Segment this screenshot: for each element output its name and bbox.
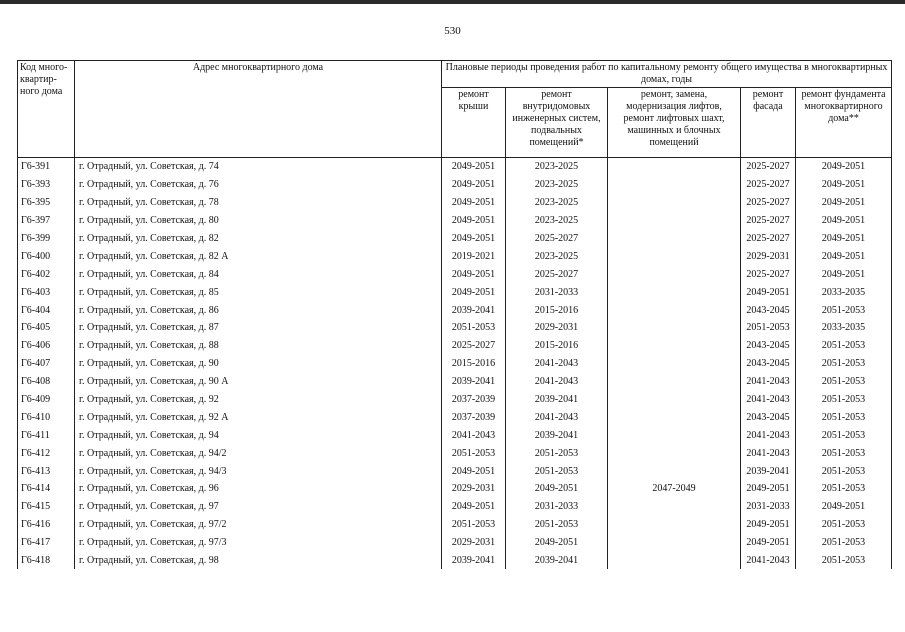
- cell-lifts: [608, 319, 741, 337]
- table-row: [18, 212, 892, 230]
- header-systems: ремонт внутридомовых инженерных систем, подвальных помещений*: [506, 88, 608, 158]
- cell-lifts: [608, 194, 741, 212]
- cell-address: г. Отрадный, ул. Советская, д. 94/3: [75, 462, 442, 480]
- cell-address: г. Отрадный, ул. Советская, д. 98: [75, 552, 442, 570]
- cell-lifts: [608, 337, 741, 355]
- cell-facade: 2041-2043: [741, 391, 796, 409]
- cell-facade: 2025-2027: [741, 158, 796, 176]
- cell-roof: 2029-2031: [442, 534, 506, 552]
- table-row: [18, 265, 892, 283]
- cell-roof: 2049-2051: [442, 230, 506, 248]
- cell-facade: 2029-2031: [741, 247, 796, 265]
- cell-lifts: [608, 301, 741, 319]
- table-row: [18, 516, 892, 534]
- cell-facade: 2049-2051: [741, 480, 796, 498]
- cell-systems: 2039-2041: [506, 391, 608, 409]
- cell-systems: 2051-2053: [506, 444, 608, 462]
- cell-code: Г6-415: [18, 498, 75, 516]
- cell-systems: 2051-2053: [506, 516, 608, 534]
- cell-foundation: 2051-2053: [796, 337, 892, 355]
- cell-roof: 2039-2041: [442, 552, 506, 570]
- cell-systems: 2025-2027: [506, 265, 608, 283]
- cell-address: г. Отрадный, ул. Советская, д. 97/3: [75, 534, 442, 552]
- cell-lifts: [608, 355, 741, 373]
- cell-lifts: [608, 283, 741, 301]
- cell-code: Г6-414: [18, 480, 75, 498]
- cell-systems: 2015-2016: [506, 337, 608, 355]
- cell-facade: 2025-2027: [741, 194, 796, 212]
- cell-code: Г6-400: [18, 247, 75, 265]
- table-row: [18, 462, 892, 480]
- cell-address: г. Отрадный, ул. Советская, д. 86: [75, 301, 442, 319]
- cell-systems: 2029-2031: [506, 319, 608, 337]
- cell-systems: 2049-2051: [506, 480, 608, 498]
- cell-roof: 2039-2041: [442, 301, 506, 319]
- cell-systems: 2031-2033: [506, 283, 608, 301]
- cell-roof: 2049-2051: [442, 283, 506, 301]
- cell-code: Г6-406: [18, 337, 75, 355]
- cell-roof: 2025-2027: [442, 337, 506, 355]
- header-address: Адрес многоквартирного дома: [75, 61, 442, 158]
- cell-code: Г6-411: [18, 426, 75, 444]
- table-row: [18, 355, 892, 373]
- table-row: [18, 301, 892, 319]
- cell-systems: 2031-2033: [506, 498, 608, 516]
- cell-lifts: [608, 212, 741, 230]
- cell-facade: 2041-2043: [741, 373, 796, 391]
- cell-lifts: [608, 552, 741, 570]
- table-row: [18, 230, 892, 248]
- header-lifts: ремонт, замена, модернизация лифтов, ремонт лифтовых шахт, машинных и блочных помещений: [608, 88, 741, 158]
- cell-code: Г6-397: [18, 212, 75, 230]
- cell-systems: 2025-2027: [506, 230, 608, 248]
- cell-code: Г6-408: [18, 373, 75, 391]
- table-header: [18, 61, 892, 158]
- cell-foundation: 2049-2051: [796, 212, 892, 230]
- cell-lifts: [608, 462, 741, 480]
- cell-foundation: 2051-2053: [796, 426, 892, 444]
- cell-address: г. Отрадный, ул. Советская, д. 74: [75, 158, 442, 176]
- cell-facade: 2049-2051: [741, 516, 796, 534]
- cell-address: г. Отрадный, ул. Советская, д. 97: [75, 498, 442, 516]
- cell-address: г. Отрадный, ул. Советская, д. 92 А: [75, 408, 442, 426]
- cell-address: г. Отрадный, ул. Советская, д. 90: [75, 355, 442, 373]
- cell-systems: 2041-2043: [506, 373, 608, 391]
- cell-roof: 2029-2031: [442, 480, 506, 498]
- cell-code: Г6-403: [18, 283, 75, 301]
- cell-address: г. Отрадный, ул. Советская, д. 85: [75, 283, 442, 301]
- cell-code: Г6-395: [18, 194, 75, 212]
- cell-foundation: 2033-2035: [796, 319, 892, 337]
- cell-roof: 2041-2043: [442, 426, 506, 444]
- cell-foundation: 2049-2051: [796, 247, 892, 265]
- cell-address: г. Отрадный, ул. Советская, д. 82: [75, 230, 442, 248]
- header-facade: ремонт фасада: [741, 88, 796, 158]
- cell-facade: 2043-2045: [741, 408, 796, 426]
- page-number: 530: [444, 25, 461, 37]
- cell-lifts: [608, 408, 741, 426]
- cell-code: Г6-410: [18, 408, 75, 426]
- table-row: [18, 194, 892, 212]
- cell-foundation: 2051-2053: [796, 408, 892, 426]
- cell-facade: 2025-2027: [741, 176, 796, 194]
- table-row: [18, 247, 892, 265]
- cell-address: г. Отрадный, ул. Советская, д. 92: [75, 391, 442, 409]
- cell-roof: 2049-2051: [442, 265, 506, 283]
- header-planned-periods: Плановые периоды проведения работ по капитальному ремонту общего имущества в многоквартирных домах, годы: [442, 61, 892, 88]
- cell-lifts: [608, 158, 741, 176]
- cell-systems: 2039-2041: [506, 426, 608, 444]
- table-row: [18, 391, 892, 409]
- table-row: [18, 158, 892, 176]
- cell-facade: 2041-2043: [741, 552, 796, 570]
- cell-systems: 2049-2051: [506, 534, 608, 552]
- cell-systems: 2041-2043: [506, 408, 608, 426]
- cell-foundation: 2051-2053: [796, 373, 892, 391]
- cell-foundation: 2049-2051: [796, 158, 892, 176]
- cell-foundation: 2051-2053: [796, 391, 892, 409]
- cell-facade: 2025-2027: [741, 212, 796, 230]
- cell-roof: 2039-2041: [442, 373, 506, 391]
- cell-facade: 2043-2045: [741, 355, 796, 373]
- table-row: [18, 480, 892, 498]
- cell-address: г. Отрадный, ул. Советская, д. 97/2: [75, 516, 442, 534]
- cell-systems: 2023-2025: [506, 212, 608, 230]
- cell-lifts: [608, 373, 741, 391]
- cell-code: Г6-393: [18, 176, 75, 194]
- cell-facade: 2031-2033: [741, 498, 796, 516]
- cell-foundation: 2049-2051: [796, 498, 892, 516]
- cell-foundation: 2051-2053: [796, 516, 892, 534]
- cell-address: г. Отрадный, ул. Советская, д. 76: [75, 176, 442, 194]
- cell-code: Г6-413: [18, 462, 75, 480]
- cell-roof: 2049-2051: [442, 462, 506, 480]
- cell-address: г. Отрадный, ул. Советская, д. 80: [75, 212, 442, 230]
- cell-foundation: 2049-2051: [796, 194, 892, 212]
- cell-roof: 2049-2051: [442, 158, 506, 176]
- cell-code: Г6-391: [18, 158, 75, 176]
- cell-address: г. Отрадный, ул. Советская, д. 94/2: [75, 444, 442, 462]
- table-row: [18, 426, 892, 444]
- table-body: [18, 158, 892, 570]
- cell-foundation: 2049-2051: [796, 265, 892, 283]
- cell-lifts: [608, 230, 741, 248]
- cell-lifts: [608, 516, 741, 534]
- cell-lifts: [608, 391, 741, 409]
- cell-foundation: 2051-2053: [796, 355, 892, 373]
- cell-foundation: 2051-2053: [796, 301, 892, 319]
- cell-address: г. Отрадный, ул. Советская, д. 78: [75, 194, 442, 212]
- cell-address: г. Отрадный, ул. Советская, д. 96: [75, 480, 442, 498]
- cell-lifts: 2047-2049: [608, 480, 741, 498]
- cell-foundation: 2033-2035: [796, 283, 892, 301]
- cell-facade: 2051-2053: [741, 319, 796, 337]
- cell-roof: 2019-2021: [442, 247, 506, 265]
- table-row: [18, 176, 892, 194]
- cell-roof: 2015-2016: [442, 355, 506, 373]
- header-code: Код много-квартир-ного дома: [18, 61, 75, 158]
- cell-code: Г6-405: [18, 319, 75, 337]
- cell-roof: 2051-2053: [442, 516, 506, 534]
- cell-lifts: [608, 265, 741, 283]
- cell-foundation: 2049-2051: [796, 230, 892, 248]
- cell-roof: 2037-2039: [442, 408, 506, 426]
- cell-systems: 2041-2043: [506, 355, 608, 373]
- cell-facade: 2049-2051: [741, 534, 796, 552]
- cell-systems: 2039-2041: [506, 552, 608, 570]
- cell-address: г. Отрадный, ул. Советская, д. 90 А: [75, 373, 442, 391]
- cell-address: г. Отрадный, ул. Советская, д. 84: [75, 265, 442, 283]
- cell-foundation: 2051-2053: [796, 444, 892, 462]
- cell-foundation: 2051-2053: [796, 462, 892, 480]
- cell-systems: 2023-2025: [506, 247, 608, 265]
- cell-systems: 2023-2025: [506, 158, 608, 176]
- cell-code: Г6-412: [18, 444, 75, 462]
- cell-roof: 2051-2053: [442, 319, 506, 337]
- table-row: [18, 373, 892, 391]
- cell-roof: 2051-2053: [442, 444, 506, 462]
- cell-facade: 2049-2051: [741, 283, 796, 301]
- table-row: [18, 552, 892, 570]
- table-row: [18, 534, 892, 552]
- cell-code: Г6-402: [18, 265, 75, 283]
- cell-systems: 2023-2025: [506, 194, 608, 212]
- cell-lifts: [608, 498, 741, 516]
- cell-code: Г6-417: [18, 534, 75, 552]
- capital-repair-table: [17, 60, 892, 569]
- table-row: [18, 283, 892, 301]
- cell-address: г. Отрадный, ул. Советская, д. 87: [75, 319, 442, 337]
- cell-foundation: 2051-2053: [796, 534, 892, 552]
- header-foundation: ремонт фундамента многоквартирного дома**: [796, 88, 892, 158]
- cell-roof: 2049-2051: [442, 176, 506, 194]
- cell-lifts: [608, 247, 741, 265]
- table-row: [18, 408, 892, 426]
- cell-lifts: [608, 426, 741, 444]
- cell-systems: 2015-2016: [506, 301, 608, 319]
- top-border-line: [0, 0, 905, 4]
- table-row: [18, 498, 892, 516]
- cell-facade: 2025-2027: [741, 230, 796, 248]
- table-row: [18, 319, 892, 337]
- cell-code: Г6-418: [18, 552, 75, 570]
- cell-lifts: [608, 444, 741, 462]
- cell-facade: 2041-2043: [741, 444, 796, 462]
- cell-code: Г6-404: [18, 301, 75, 319]
- cell-lifts: [608, 176, 741, 194]
- cell-foundation: 2049-2051: [796, 176, 892, 194]
- cell-roof: 2037-2039: [442, 391, 506, 409]
- cell-code: Г6-416: [18, 516, 75, 534]
- cell-code: Г6-399: [18, 230, 75, 248]
- cell-systems: 2023-2025: [506, 176, 608, 194]
- table-row: [18, 337, 892, 355]
- cell-roof: 2049-2051: [442, 194, 506, 212]
- header-roof: ремонт крыши: [442, 88, 506, 158]
- cell-facade: 2039-2041: [741, 462, 796, 480]
- cell-facade: 2043-2045: [741, 301, 796, 319]
- cell-facade: 2043-2045: [741, 337, 796, 355]
- cell-foundation: 2051-2053: [796, 480, 892, 498]
- cell-foundation: 2051-2053: [796, 552, 892, 570]
- cell-address: г. Отрадный, ул. Советская, д. 88: [75, 337, 442, 355]
- cell-lifts: [608, 534, 741, 552]
- cell-facade: 2041-2043: [741, 426, 796, 444]
- cell-address: г. Отрадный, ул. Советская, д. 94: [75, 426, 442, 444]
- cell-roof: 2049-2051: [442, 212, 506, 230]
- cell-roof: 2049-2051: [442, 498, 506, 516]
- cell-code: Г6-407: [18, 355, 75, 373]
- cell-systems: 2051-2053: [506, 462, 608, 480]
- cell-facade: 2025-2027: [741, 265, 796, 283]
- cell-code: Г6-409: [18, 391, 75, 409]
- cell-address: г. Отрадный, ул. Советская, д. 82 А: [75, 247, 442, 265]
- table-row: [18, 444, 892, 462]
